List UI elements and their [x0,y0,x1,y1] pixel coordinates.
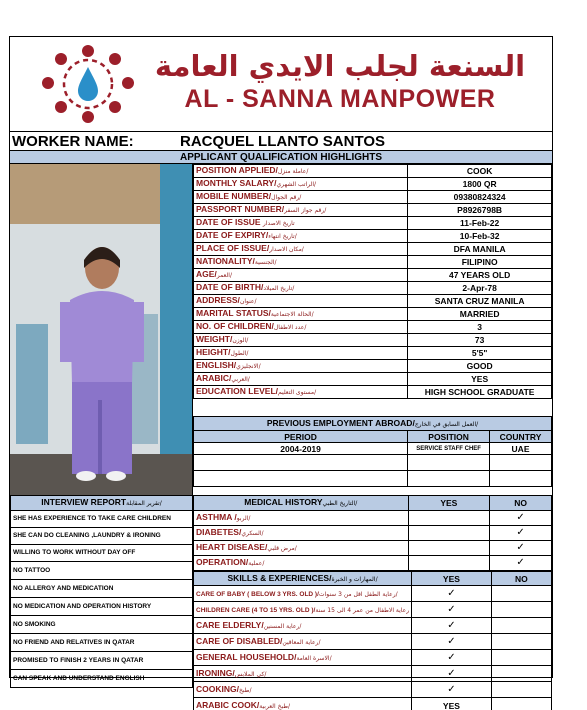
detail-label: ARABIC/العربي/ [194,373,408,386]
medical-yes-cell [408,511,490,526]
skill-row [194,666,552,682]
detail-row [194,321,552,334]
skill-no-cell [491,618,551,634]
detail-row [194,243,552,256]
medical-no-header: NO [490,496,552,511]
interview-row [11,616,193,634]
medical-yes-cell [408,541,490,556]
detail-value: 10-Feb-32 [408,230,552,243]
detail-row [194,269,552,282]
skill-row [194,650,552,666]
skill-row [194,634,552,650]
company-header [10,37,552,131]
skill-yes-cell: ✓ [412,602,492,618]
employment-position: SERVICE STAFF CHEF [408,443,490,455]
detail-value: YES [408,373,552,386]
detail-label: POSITION APPLIED/عاملة منزل/ [194,165,408,178]
skill-row [194,618,552,634]
skill-label: COOKING/طبخ/ [194,682,412,698]
interview-row [11,528,193,545]
interview-item: NO MEDICATION AND OPERATION HISTORY [11,598,193,616]
interview-item: CAN SPEAK AND UNDERSTAND ENGLISH [11,670,193,688]
detail-row [194,282,552,295]
interview-item: NO SMOKING [11,616,193,634]
medical-label: ASTHMA /الربو/ [194,511,409,526]
detail-row [194,308,552,321]
medical-yes-cell [408,526,490,541]
detail-value: 3 [408,321,552,334]
detail-row [194,204,552,217]
medical-row [194,511,552,526]
worker-name-value: RACQUEL LLANTO SANTOS [180,133,386,150]
skill-label: GENERAL HOUSEHOLD/الاسرة العامة/ [194,650,412,666]
detail-label: MARITAL STATUS/الحالة الاجتماعية/ [194,308,408,321]
interview-item: WILLING TO WORK WITHOUT DAY OFF [11,545,193,562]
detail-value: SANTA CRUZ MANILA [408,295,552,308]
skill-no-cell [491,586,551,602]
skill-row [194,602,552,618]
detail-label: DATE OF EXPIRY/تاريخ انتهاء/ [194,230,408,243]
detail-label: DATE OF ISSUE تاريخ الاصدار [194,217,408,230]
skill-no-cell [491,602,551,618]
skill-yes-cell: ✓ [412,618,492,634]
worker-name-row [10,131,552,151]
interview-table [10,495,193,688]
medical-label: OPERATION/عملية/ [194,556,409,571]
employment-title: PREVIOUS EMPLOYMENT ABROAD/العمل السابق في الخارج/ [194,417,552,431]
detail-row [194,334,552,347]
detail-value: 2-Apr-78 [408,282,552,295]
interview-row [11,652,193,670]
qualification-title: APPLICANT QUALIFICATION HIGHLIGHTS [10,151,552,164]
detail-value: GOOD [408,360,552,373]
employment-table [193,416,552,487]
detail-value: HIGH SCHOOL GRADUATE [408,386,552,399]
detail-value: 09380824324 [408,191,552,204]
detail-row [194,347,552,360]
detail-row [194,360,552,373]
detail-label: ADDRESS/عنوان/ [194,295,408,308]
skill-label: CARE ELDERLY/رعاية المسنين/ [194,618,412,634]
skill-row [194,586,552,602]
detail-row [194,165,552,178]
skill-row [194,682,552,698]
interview-row [11,670,193,688]
interview-row [11,511,193,528]
detail-label: NATIONALITY/الجنسية/ [194,256,408,269]
detail-row [194,256,552,269]
detail-row [194,386,552,399]
interview-row [11,545,193,562]
detail-value: FILIPINO [408,256,552,269]
period-header: PERIOD [194,431,408,443]
skill-label: CARE OF DISABLED/رعاية المعاقين/ [194,634,412,650]
interview-row [11,598,193,616]
company-logo [38,43,138,127]
details-table [193,164,552,399]
skill-label: IRONING/كي الملابس/ [194,666,412,682]
medical-table [193,495,552,571]
interview-item: NO TATTOO [11,562,193,580]
skills-yes-header: YES [412,572,492,586]
medical-row [194,526,552,541]
interview-row [11,634,193,652]
medical-yes-cell [408,556,490,571]
detail-label: ENGLISH/الانجليزي/ [194,360,408,373]
skill-no-cell [491,666,551,682]
detail-row [194,373,552,386]
interview-row [11,562,193,580]
detail-row [194,191,552,204]
medical-no-cell: ✓ [490,541,552,556]
medical-label: DIABETES/السكري/ [194,526,409,541]
detail-value: 11-Feb-22 [408,217,552,230]
medical-title: MEDICAL HISTORYالتاريخ الطبي/ [194,496,409,511]
skill-no-cell [491,650,551,666]
skill-yes-cell: ✓ [412,666,492,682]
detail-label: PLACE OF ISSUE/مكان الاصدار/ [194,243,408,256]
detail-label: DATE OF BIRTH/تاريخ الميلاد/ [194,282,408,295]
detail-label: AGE/العمر/ [194,269,408,282]
company-name-arabic: السنعة لجلب الايدي العامة [154,49,526,83]
worker-photo [10,164,193,495]
detail-value: 47 YEARS OLD [408,269,552,282]
detail-value: 73 [408,334,552,347]
interview-title: INTERVIEW REPORTتقرير المقابلة/ [11,496,193,511]
skill-yes-cell: ✓ [412,682,492,698]
detail-label: WEIGHT/الوزن/ [194,334,408,347]
medical-no-cell: ✓ [490,556,552,571]
detail-value: COOK [408,165,552,178]
detail-row [194,295,552,308]
skill-row [194,698,552,710]
detail-label: MOBILE NUMBER/رقم الجوال/ [194,191,408,204]
medical-no-cell: ✓ [490,526,552,541]
skill-yes-cell: ✓ [412,650,492,666]
detail-value: MARRIED [408,308,552,321]
skill-yes-cell: ✓ [412,634,492,650]
applicant-sheet [9,36,553,710]
skills-no-header: NO [491,572,551,586]
skill-label: ARABIC COOK/طبخ العربية/ [194,698,412,710]
worker-name-label: WORKER NAME: [12,133,134,150]
skills-table [193,571,552,710]
detail-label: NO. OF CHILDREN/عدد الاطفال/ [194,321,408,334]
detail-row [194,178,552,191]
position-header: POSITION [408,431,490,443]
skill-no-cell [491,698,551,710]
detail-value: 5'5" [408,347,552,360]
interview-item: NO ALLERGY AND MEDICATION [11,580,193,598]
detail-label: EDUCATION LEVEL/مستوى التعليم/ [194,386,408,399]
interview-item: NO FRIEND AND RELATIVES IN QATAR [11,634,193,652]
skills-title: SKILLS & EXPERIENCES/المهارات و الخبرة/ [194,572,412,586]
interview-item: PROMISED TO FINISH 2 YEARS IN QATAR [11,652,193,670]
interview-row [11,580,193,598]
company-name-english: AL - SANNA MANPOWER [184,85,496,113]
medical-yes-header: YES [408,496,490,511]
detail-row [194,230,552,243]
skill-label: CARE OF BABY ( BELOW 3 YRS. OLD )/رعاية الطفل اقل من 3 سنوات/ [194,586,412,602]
skill-no-cell [491,682,551,698]
detail-value: P8926798B [408,204,552,217]
country-header: COUNTRY [490,431,552,443]
detail-label: HEIGHT/الطول/ [194,347,408,360]
medical-label: HEART DISEASE/مرض قلبي/ [194,541,409,556]
skill-label: CHILDREN CARE (4 TO 15 YRS. OLD )/رعاية الاطفال من عمر 4 الى 15 سنة [194,602,412,618]
medical-row [194,541,552,556]
detail-row [194,217,552,230]
medical-no-cell: ✓ [490,511,552,526]
employment-period: 2004-2019 [194,443,408,455]
interview-item: SHE HAS EXPERIENCE TO TAKE CARE CHILDREN [11,511,193,528]
detail-value: DFA MANILA [408,243,552,256]
interview-item: SHE CAN DO CLEANING ,LAUNDRY & IRONING [11,528,193,545]
employment-country: UAE [490,443,552,455]
skill-no-cell [491,634,551,650]
detail-label: MONTHLY SALARY/الراتب الشهري/ [194,178,408,191]
skill-yes-cell: YES [412,698,492,710]
medical-row [194,556,552,571]
detail-value: 1800 QR [408,178,552,191]
detail-label: PASSPORT NUMBER/رقم جواز السفر/ [194,204,408,217]
skill-yes-cell: ✓ [412,586,492,602]
